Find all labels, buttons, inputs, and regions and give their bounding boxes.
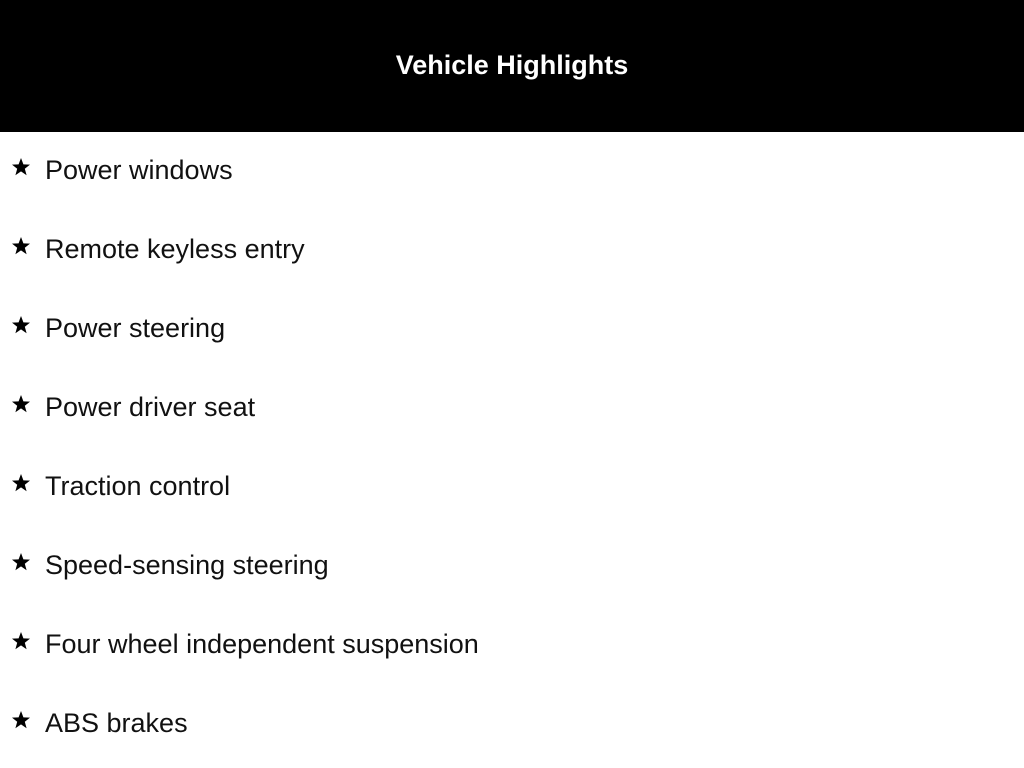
- list-item: [0, 132, 1024, 211]
- list-item: [0, 685, 1024, 764]
- highlight-label: Four wheel independent suspension: [45, 629, 479, 659]
- star-icon: [11, 473, 31, 493]
- star-icon: [11, 236, 31, 256]
- list-item: [0, 290, 1024, 369]
- list-item: [0, 448, 1024, 527]
- page-title: Vehicle Highlights: [395, 50, 629, 80]
- highlight-label: Traction control: [45, 471, 231, 501]
- star-icon: [11, 631, 31, 651]
- highlight-label: Speed-sensing steering: [45, 550, 329, 580]
- highlight-label: Remote keyless entry: [45, 234, 305, 264]
- page-header: [0, 0, 1024, 132]
- star-icon: [11, 394, 31, 414]
- highlight-label: ABS brakes: [45, 708, 188, 738]
- list-item: [0, 211, 1024, 290]
- star-icon: [11, 552, 31, 572]
- highlight-label: Power windows: [45, 155, 233, 185]
- list-item: [0, 527, 1024, 606]
- star-icon: [11, 157, 31, 177]
- star-icon: [11, 710, 31, 730]
- list-item: [0, 369, 1024, 448]
- highlight-label: Power driver seat: [45, 392, 256, 422]
- highlight-label: Power steering: [45, 313, 226, 343]
- list-item: [0, 606, 1024, 685]
- star-icon: [11, 315, 31, 335]
